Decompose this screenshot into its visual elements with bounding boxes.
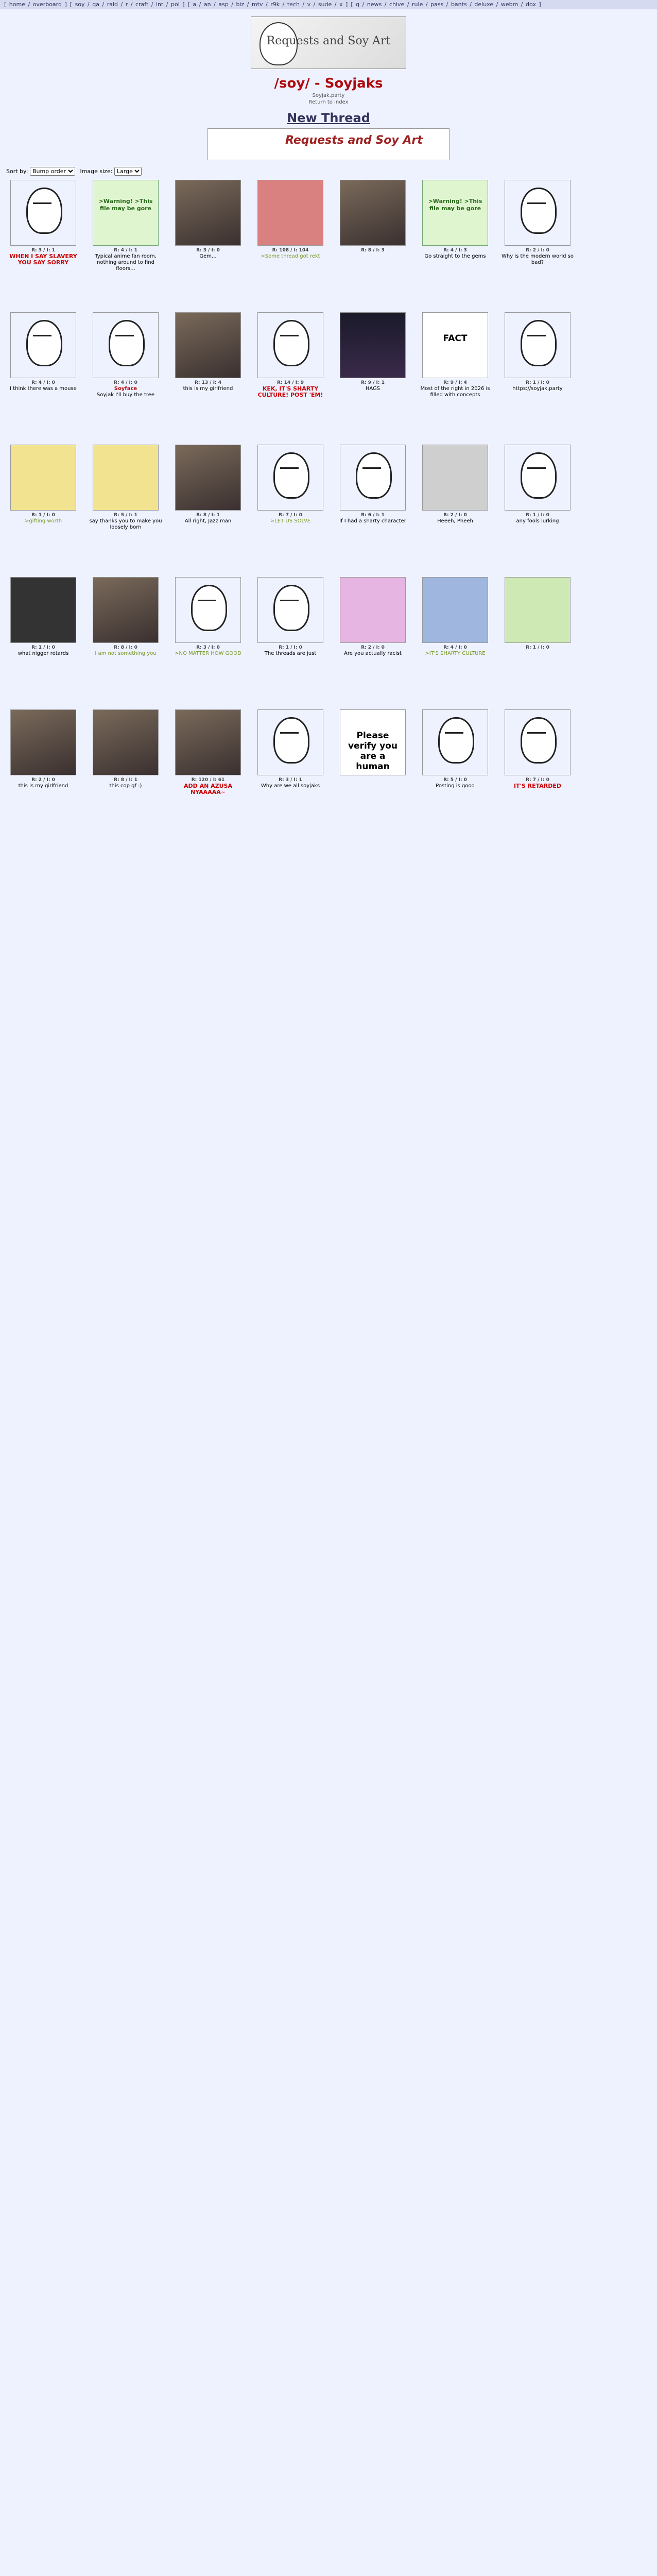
reply-image-count: R: 2 / I: 0 bbox=[361, 645, 385, 650]
thread-teaser: Most of the right in 2026 is filled with concepts bbox=[420, 386, 490, 398]
reply-image-count: R: 2 / I: 0 bbox=[31, 777, 55, 783]
reply-image-count: R: 4 / I: 3 bbox=[443, 248, 467, 253]
thread-teaser: >IT'S SHARTY CULTURE bbox=[425, 651, 486, 656]
thread-thumbnail[interactable] bbox=[505, 709, 570, 775]
reply-image-count: R: 7 / I: 0 bbox=[526, 777, 549, 783]
catalog-thread[interactable] bbox=[169, 312, 247, 440]
catalog-thread[interactable] bbox=[252, 709, 329, 838]
nav-group: [ a / an / asp / biz / mtv / r9k / tech / v / sude / x ] bbox=[187, 1, 348, 8]
catalog-thread[interactable] bbox=[87, 312, 164, 440]
catalog-controls bbox=[6, 167, 657, 176]
image-size-label: Image size: bbox=[80, 168, 113, 175]
thread-teaser: All right, Jazz man bbox=[184, 518, 232, 524]
catalog-thread[interactable] bbox=[252, 312, 329, 440]
soyjak-face-drawing bbox=[521, 320, 557, 366]
catalog-thread[interactable] bbox=[252, 577, 329, 705]
soyjak-face-drawing bbox=[521, 188, 557, 234]
thread-thumbnail[interactable] bbox=[422, 577, 488, 643]
nav-link[interactable]: v bbox=[307, 1, 311, 8]
thread-thumbnail[interactable] bbox=[257, 445, 323, 511]
thread-teaser: Gem... bbox=[199, 253, 217, 259]
thread-thumbnail[interactable] bbox=[93, 445, 159, 511]
nav-link[interactable]: asp bbox=[218, 1, 229, 8]
banner-container bbox=[0, 16, 657, 71]
catalog-thread[interactable] bbox=[334, 577, 411, 705]
nav-link[interactable]: x bbox=[339, 1, 343, 8]
reply-image-count: R: 3 / I: 0 bbox=[196, 645, 220, 650]
thread-thumbnail[interactable] bbox=[10, 312, 76, 378]
catalog-thread[interactable] bbox=[417, 577, 494, 705]
thread-thumbnail[interactable] bbox=[505, 312, 570, 378]
catalog-thread[interactable] bbox=[169, 445, 247, 573]
thread-thumbnail[interactable] bbox=[505, 180, 570, 246]
thread-teaser: Soyjak I'll buy the tree bbox=[96, 392, 155, 398]
nav-link[interactable]: q bbox=[356, 1, 360, 8]
thread-teaser: Posting is good bbox=[436, 783, 475, 789]
soyjak-face-drawing bbox=[356, 452, 392, 499]
thread-thumbnail[interactable] bbox=[422, 180, 488, 246]
catalog-thread[interactable] bbox=[417, 709, 494, 838]
new-thread-heading bbox=[0, 111, 657, 125]
gore-warning-text: >Warning! >This file may be gore bbox=[98, 198, 153, 212]
thread-teaser: IT'S RETARDED bbox=[513, 783, 562, 789]
thread-teaser: ADD AN AZUSA NYAAAAA~ bbox=[183, 783, 232, 795]
nav-link[interactable]: pol bbox=[171, 1, 180, 8]
nav-link[interactable]: int bbox=[155, 1, 164, 8]
thread-thumbnail[interactable] bbox=[422, 312, 488, 378]
soyjak-face-drawing bbox=[191, 585, 227, 631]
thread-teaser: Go straight to the gems bbox=[424, 253, 486, 259]
thread-thumbnail[interactable] bbox=[10, 709, 76, 775]
thread-thumbnail[interactable] bbox=[175, 445, 241, 511]
catalog-thread[interactable] bbox=[499, 180, 576, 308]
catalog-thread[interactable] bbox=[499, 445, 576, 573]
nav-link[interactable]: webm bbox=[500, 1, 518, 8]
thread-teaser: say thanks you to make you loosely born bbox=[89, 518, 162, 530]
nav-link[interactable]: bants bbox=[451, 1, 467, 8]
thread-teaser: WHEN I SAY SLAVERY YOU SAY SORRY bbox=[9, 253, 77, 266]
catalog-thread[interactable] bbox=[5, 312, 82, 440]
thread-thumbnail[interactable] bbox=[257, 312, 323, 378]
nav-link[interactable]: pass bbox=[430, 1, 444, 8]
thread-teaser: https://soyjak.party bbox=[512, 386, 563, 392]
reply-image-count: R: 6 / I: 1 bbox=[361, 513, 385, 518]
board-subtitle: Soyjak.party bbox=[312, 93, 345, 98]
thread-thumbnail[interactable] bbox=[257, 577, 323, 643]
catalog-thread[interactable] bbox=[5, 180, 82, 308]
nav-link[interactable]: r9k bbox=[270, 1, 280, 8]
thread-teaser: >LET US SOLVE bbox=[270, 518, 311, 524]
nav-link[interactable]: an bbox=[203, 1, 211, 8]
reply-image-count: R: 5 / I: 1 bbox=[114, 513, 137, 518]
thread-teaser: what nigger retards bbox=[18, 651, 69, 656]
catalog-thread[interactable] bbox=[252, 445, 329, 573]
thread-thumbnail[interactable] bbox=[93, 709, 159, 775]
thread-teaser: Heeeh, Pheeh bbox=[437, 518, 473, 524]
new-thread-link[interactable]: New Thread bbox=[287, 111, 370, 125]
catalog-thread[interactable] bbox=[417, 180, 494, 308]
return-link[interactable]: Return to index bbox=[308, 99, 349, 105]
catalog-thread[interactable] bbox=[87, 180, 164, 308]
nav-link[interactable]: news bbox=[367, 1, 382, 8]
thread-teaser: Typical anime fan room, nothing around to find floors... bbox=[95, 253, 157, 272]
reply-image-count: R: 13 / I: 4 bbox=[194, 380, 222, 385]
reply-image-count: R: 4 / I: 0 bbox=[114, 380, 137, 385]
thread-thumbnail[interactable] bbox=[505, 577, 570, 643]
catalog-thread[interactable] bbox=[87, 577, 164, 705]
nav-link[interactable]: a bbox=[193, 1, 197, 8]
thread-thumbnail[interactable] bbox=[175, 312, 241, 378]
thread-thumbnail[interactable] bbox=[175, 577, 241, 643]
nav-group: [ soy / qa / raid / r / craft / int / pol ] bbox=[70, 1, 185, 8]
thread-teaser: any fools lurking bbox=[516, 518, 559, 524]
ad-container bbox=[0, 128, 657, 162]
reply-image-count: R: 9 / I: 4 bbox=[443, 380, 467, 385]
nav-link[interactable]: home bbox=[9, 1, 25, 8]
catalog-thread[interactable] bbox=[5, 577, 82, 705]
nav-group: [ q / news / chive / rule / pass / bants / deluxe / webm / dox ] bbox=[351, 1, 541, 8]
nav-link[interactable]: chive bbox=[389, 1, 405, 8]
sort-label: Sort by: bbox=[6, 168, 28, 175]
catalog-thread[interactable] bbox=[417, 312, 494, 440]
catalog-thread[interactable] bbox=[87, 709, 164, 838]
catalog-thread[interactable] bbox=[252, 180, 329, 308]
catalog-thread[interactable] bbox=[334, 445, 411, 573]
catalog-thread[interactable] bbox=[169, 577, 247, 705]
thread-teaser: >Some thread got rekt bbox=[261, 253, 320, 259]
catalog-thread[interactable] bbox=[5, 709, 82, 838]
top-nav-bar bbox=[0, 0, 657, 9]
thread-thumbnail[interactable] bbox=[175, 180, 241, 246]
thread-teaser: Why is the modern world so bad? bbox=[502, 253, 574, 265]
thread-thumbnail[interactable] bbox=[257, 709, 323, 775]
thread-thumbnail[interactable] bbox=[10, 445, 76, 511]
catalog-thread[interactable] bbox=[5, 445, 82, 573]
image-size-select[interactable] bbox=[114, 167, 142, 176]
reply-image-count: R: 4 / I: 0 bbox=[443, 645, 467, 650]
thread-thumbnail[interactable] bbox=[340, 445, 406, 511]
reply-image-count: R: 1 / I: 0 bbox=[31, 513, 55, 518]
banner-text: Requests and Soy Art bbox=[266, 35, 391, 47]
thread-teaser: I am not something you bbox=[95, 651, 157, 656]
thread-teaser: HAGS bbox=[365, 386, 381, 392]
sort-select[interactable] bbox=[30, 167, 75, 176]
reply-image-count: R: 1 / I: 0 bbox=[526, 513, 549, 518]
thread-thumbnail[interactable] bbox=[340, 312, 406, 378]
nav-link[interactable]: sude bbox=[318, 1, 332, 8]
nav-link[interactable]: mtv bbox=[251, 1, 263, 8]
reply-image-count: R: 8 / I: 1 bbox=[114, 777, 137, 783]
catalog-thread[interactable] bbox=[87, 445, 164, 573]
nav-group: [ home / overboard ] bbox=[4, 1, 67, 8]
nav-link[interactable]: r bbox=[125, 1, 128, 8]
soyjak-face-drawing bbox=[521, 717, 557, 764]
soyjak-face-drawing bbox=[26, 320, 62, 366]
gore-warning-text: >Warning! >This file may be gore bbox=[428, 198, 482, 212]
soyjak-face-drawing bbox=[273, 585, 309, 631]
nav-link[interactable]: craft bbox=[135, 1, 149, 8]
catalog-thread[interactable] bbox=[169, 709, 247, 838]
thread-teaser: The threads are just bbox=[264, 651, 317, 656]
catalog-thread[interactable] bbox=[499, 312, 576, 440]
thread-thumbnail[interactable] bbox=[257, 180, 323, 246]
soyjak-face-drawing bbox=[273, 717, 309, 764]
thread-subject: Soyface bbox=[114, 386, 137, 392]
reply-image-count: R: 5 / I: 0 bbox=[443, 777, 467, 783]
reply-image-count: R: 9 / I: 1 bbox=[361, 380, 385, 385]
reply-image-count: R: 3 / I: 1 bbox=[279, 777, 302, 783]
thread-thumbnail[interactable] bbox=[340, 577, 406, 643]
thread-thumbnail[interactable] bbox=[93, 312, 159, 378]
reply-image-count: R: 14 / I: 9 bbox=[276, 380, 304, 385]
reply-image-count: R: 3 / I: 1 bbox=[31, 248, 55, 253]
reply-image-count: R: 120 / I: 61 bbox=[191, 777, 225, 783]
thread-thumbnail[interactable] bbox=[505, 445, 570, 511]
thread-teaser: >gifting worth bbox=[24, 518, 62, 524]
catalog-thread[interactable] bbox=[499, 709, 576, 838]
nav-link[interactable]: dox bbox=[526, 1, 536, 8]
thumbnail-text: Please verify you are a human bbox=[348, 731, 398, 772]
thread-thumbnail[interactable] bbox=[340, 709, 406, 775]
thread-thumbnail[interactable] bbox=[340, 180, 406, 246]
reply-image-count: R: 1 / I: 0 bbox=[279, 645, 302, 650]
thread-teaser: Why are we all soyjaks bbox=[261, 783, 320, 789]
reply-image-count: R: 4 / I: 1 bbox=[114, 248, 137, 253]
reply-image-count: R: 4 / I: 0 bbox=[31, 380, 55, 385]
catalog-thread[interactable] bbox=[417, 445, 494, 573]
thread-thumbnail[interactable] bbox=[422, 445, 488, 511]
soyjak-face-drawing bbox=[26, 188, 62, 234]
thread-teaser: this cop gf :) bbox=[109, 783, 142, 789]
thread-thumbnail[interactable] bbox=[422, 709, 488, 775]
catalog-thread[interactable] bbox=[499, 577, 576, 705]
thread-teaser: If I had a sharty character bbox=[339, 518, 406, 524]
catalog-grid bbox=[0, 180, 657, 842]
catalog-thread[interactable] bbox=[334, 180, 411, 308]
reply-image-count: R: 1 / I: 0 bbox=[31, 645, 55, 650]
thread-teaser: >NO MATTER HOW GOOD bbox=[175, 651, 241, 656]
thread-thumbnail[interactable] bbox=[175, 709, 241, 775]
thread-thumbnail[interactable] bbox=[93, 577, 159, 643]
soyjak-face-drawing bbox=[521, 452, 557, 499]
thumbnail-text: FACT bbox=[443, 333, 468, 344]
reply-image-count: R: 2 / I: 0 bbox=[443, 513, 467, 518]
soyjak-face-drawing bbox=[273, 452, 309, 499]
nav-link[interactable]: qa bbox=[92, 1, 99, 8]
reply-image-count: R: 8 / I: 0 bbox=[114, 645, 137, 650]
nav-link[interactable]: rule bbox=[412, 1, 423, 8]
ad-text: Requests and Soy Art bbox=[285, 134, 423, 147]
nav-link[interactable]: soy bbox=[75, 1, 85, 8]
catalog-thread[interactable] bbox=[169, 180, 247, 308]
thread-teaser: Are you actually racist bbox=[344, 651, 402, 656]
soyjak-face-drawing bbox=[109, 320, 145, 366]
thread-thumbnail[interactable] bbox=[10, 577, 76, 643]
reply-image-count: R: 7 / I: 0 bbox=[279, 513, 302, 518]
ad-banner[interactable] bbox=[208, 128, 449, 160]
thread-teaser: this is my girlfriend bbox=[183, 386, 233, 392]
catalog-thread[interactable] bbox=[334, 709, 411, 838]
thread-teaser: this is my girlfriend bbox=[18, 783, 68, 789]
reply-image-count: R: 8 / I: 1 bbox=[196, 513, 220, 518]
reply-image-count: R: 108 / I: 104 bbox=[272, 248, 309, 253]
soyjak-face-drawing bbox=[438, 717, 474, 764]
nav-link[interactable]: overboard bbox=[32, 1, 62, 8]
thread-teaser: KEK, IT'S SHARTY CULTURE! POST 'EM! bbox=[257, 385, 323, 398]
nav-link[interactable]: raid bbox=[107, 1, 118, 8]
nav-link[interactable]: deluxe bbox=[474, 1, 494, 8]
nav-link[interactable]: biz bbox=[236, 1, 245, 8]
reply-image-count: R: 3 / I: 0 bbox=[196, 248, 220, 253]
reply-image-count: R: 1 / I: 0 bbox=[526, 380, 549, 385]
reply-image-count: R: 8 / I: 3 bbox=[361, 248, 385, 253]
board-banner-image[interactable] bbox=[251, 16, 406, 69]
board-title: /soy/ - Soyjaks bbox=[274, 76, 383, 91]
soyjak-face-drawing bbox=[273, 320, 309, 366]
reply-image-count: R: 1 / I: 0 bbox=[526, 645, 549, 650]
reply-image-count: R: 2 / I: 0 bbox=[526, 248, 549, 253]
catalog-thread[interactable] bbox=[334, 312, 411, 440]
thread-teaser: I think there was a mouse bbox=[10, 386, 77, 392]
thread-thumbnail[interactable] bbox=[93, 180, 159, 246]
thread-thumbnail[interactable] bbox=[10, 180, 76, 246]
nav-link[interactable]: tech bbox=[287, 1, 300, 8]
